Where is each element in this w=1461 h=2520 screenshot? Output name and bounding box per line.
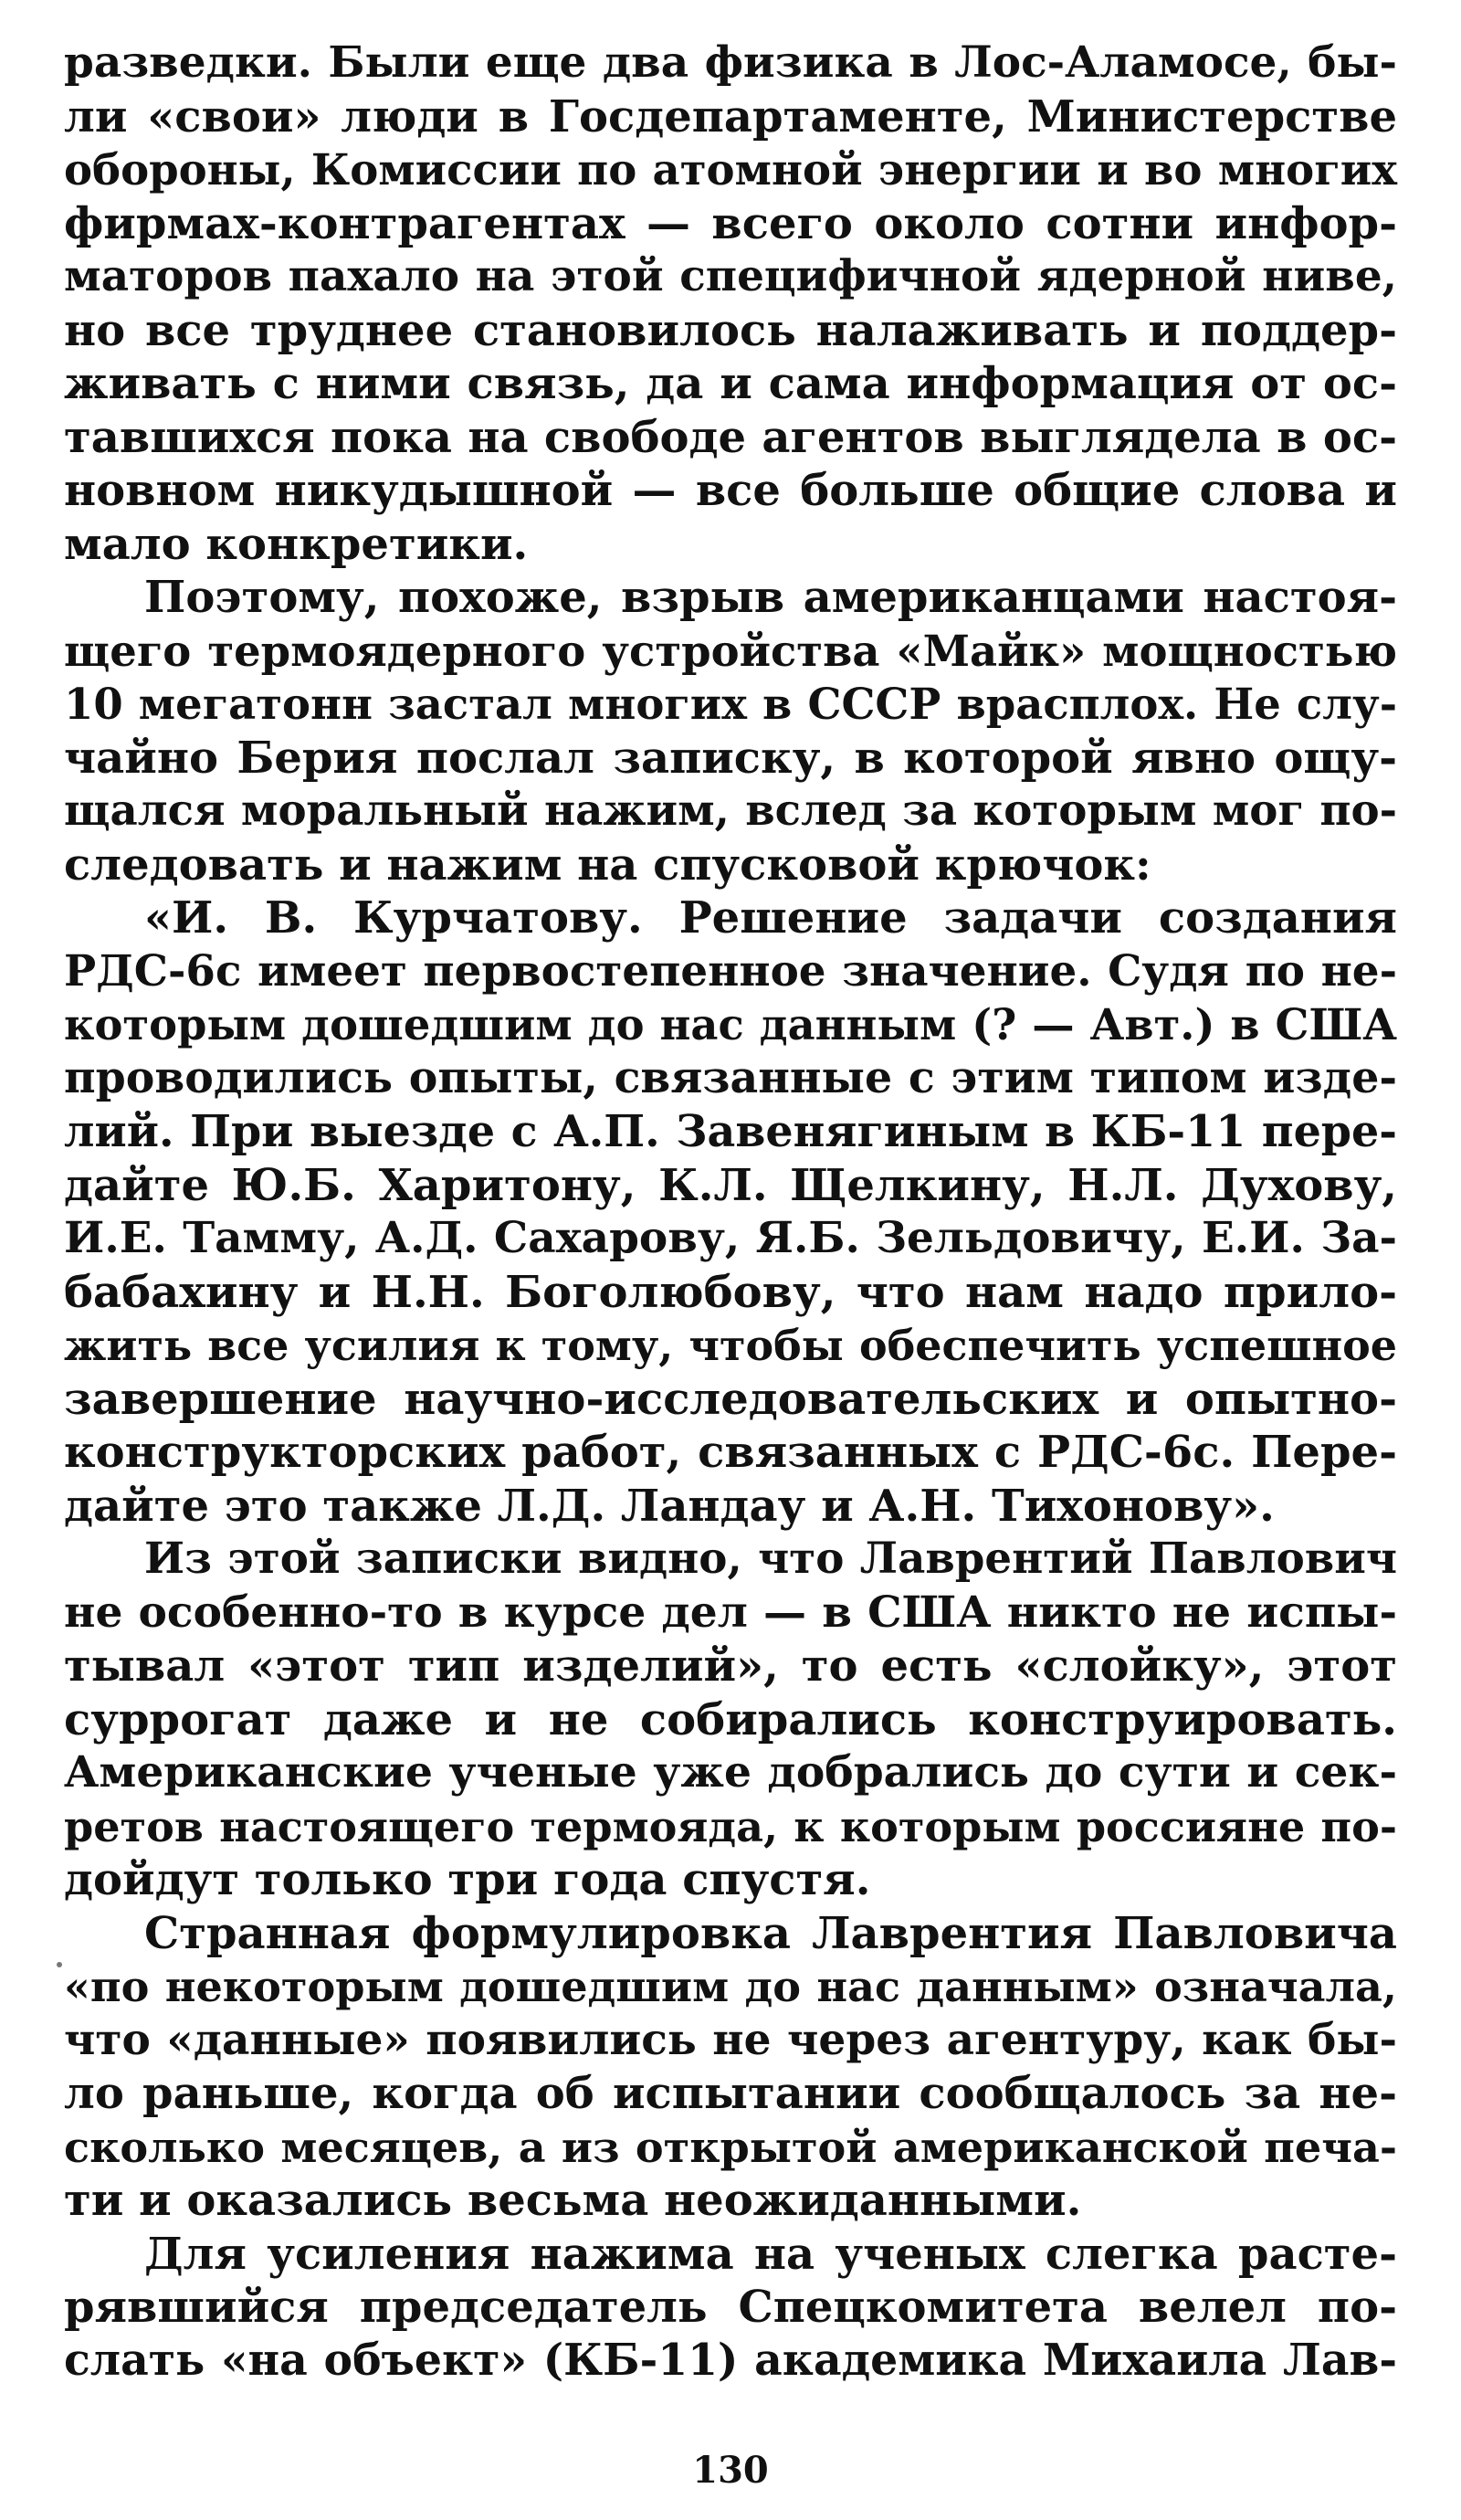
text-line: жить все усилия к тому, чтобы обеспечить успешное: [64, 1321, 1397, 1370]
text-line: разведки. Были еще два физика в Лос-Аламосе, бы-: [64, 37, 1397, 88]
text-line: следовать и нажим на спусковой крючок:: [64, 838, 1151, 891]
text-line: ли «свои» люди в Госдепартаменте, Министерстве: [64, 90, 1397, 142]
text-line: Американские ученые уже добрались до сути и сек-: [64, 1747, 1397, 1798]
text-line: дайте это также Л.Д. Ландау и А.Н. Тихонову».: [64, 1480, 1275, 1532]
text-line: дайте Ю.Б. Харитону, К.Л. Щелкину, Н.Л. Духову,: [64, 1159, 1397, 1211]
text-line: рявшийся председатель Спецкомитета велел по-: [64, 2282, 1397, 2333]
text-line: обороны, Комиссии по атомной энергии и во многих: [64, 144, 1397, 195]
text-line: но все труднее становилось налаживать и поддер-: [64, 304, 1397, 356]
text-line: ти и оказались весьма неожиданными.: [64, 2175, 1082, 2226]
text-line: проводились опыты, связанные с этим типом изде-: [64, 1052, 1397, 1103]
text-line: которым дошедшим до нас данным (? — Авт.) в США: [64, 999, 1397, 1049]
text-line: ретов настоящего термояда, к которым россияне по-: [64, 1801, 1397, 1851]
text-line: дойдут только три года спустя.: [64, 1854, 871, 1905]
paragraph-start-line: Поэтому, похоже, взрыв американцами настоя-: [144, 572, 1397, 623]
paragraph-start-line: Из этой записки видно, что Лаврентий Павлович: [144, 1534, 1397, 1584]
text-line: ло раньше, когда об испытании сообщалось за не-: [64, 2068, 1397, 2119]
text-line: сколько месяцев, а из открытой американской печа-: [64, 2122, 1397, 2172]
text-line: маторов пахало на этой специфичной ядерной ниве,: [64, 251, 1397, 301]
text-line: тывал «этот тип изделий», то есть «слойку», этот: [64, 1640, 1397, 1692]
text-line: тавшихся пока на свободе агентов выглядела в ос-: [64, 411, 1397, 463]
text-line: щался моральный нажим, вслед за которым мог по-: [64, 786, 1397, 836]
text-line: бабахину и Н.Н. Боголюбову, что нам надо прило-: [64, 1266, 1397, 1318]
text-line: «по некоторым дошедшим до нас данным» означала,: [64, 1962, 1397, 2011]
body-text: [64, 37, 1397, 2388]
text-line: И.Е. Тамму, А.Д. Сахарову, Я.Б. Зельдовичу, Е.И. За-: [64, 1213, 1397, 1263]
text-line: не особенно-то в курсе дел — в США никто не испы-: [64, 1587, 1397, 1638]
text-line: чайно Берия послал записку, в которой явно ощу-: [64, 732, 1397, 784]
text-line: новном никудышной — все больше общие слова и: [64, 465, 1397, 516]
text-line: щего термоядерного устройства «Майк» мощностью: [64, 625, 1397, 676]
text-line: лий. При выезде с А.П. Завенягиным в КБ-11 пере-: [64, 1106, 1397, 1157]
text-line: живать с ними связь, да и сама информация от ос-: [64, 358, 1397, 409]
paragraph-start-line: Для усиления нажима на ученых слегка расте-: [144, 2228, 1397, 2280]
text-line: что «данные» появились не через агентуру, как бы-: [64, 2014, 1397, 2065]
paragraph-start-line: Странная формулировка Лаврентия Павловича: [144, 1907, 1397, 1959]
text-line: фирмах-контрагентах — всего около сотни инфор-: [64, 197, 1397, 249]
text-line: 10 мегатонн застал многих в СССР врасплох. Не слу-: [64, 679, 1397, 729]
text-line: мало конкретики.: [64, 518, 529, 570]
text-line: РДС-6с имеет первостепенное значение. Судя по не-: [64, 945, 1397, 996]
text-line: слать «на объект» (КБ-11) академика Михаила Лав-: [64, 2335, 1397, 2386]
text-line: завершение научно-исследовательских и опытно-: [64, 1373, 1397, 1425]
text-line: суррогат даже и не собирались конструировать.: [64, 1693, 1397, 1745]
text-line: конструкторских работ, связанных с РДС-6с. Пере-: [64, 1427, 1397, 1478]
margin-speck: [57, 1962, 62, 1967]
page-number: 130: [692, 2449, 769, 2492]
paragraph-start-line: «И. В. Курчатову. Решение задачи создания: [144, 892, 1397, 944]
